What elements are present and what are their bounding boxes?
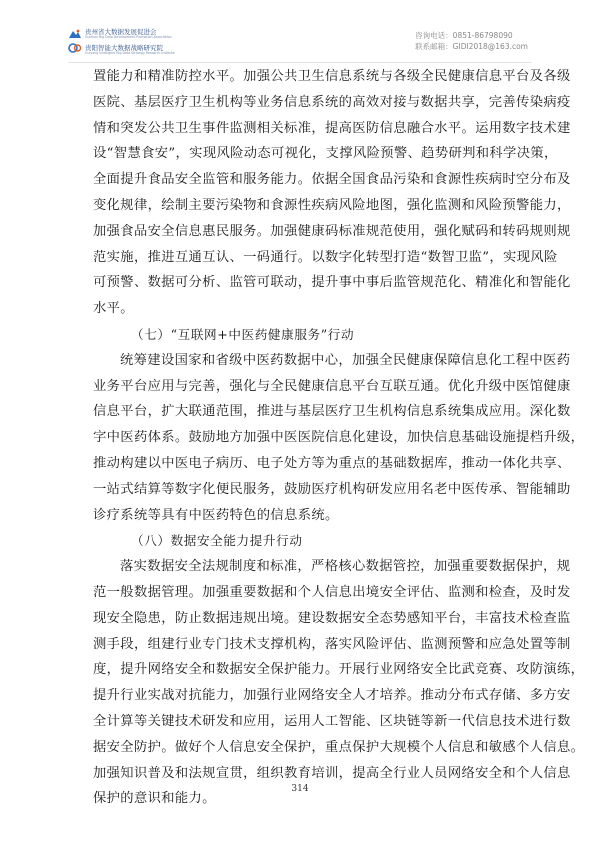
paragraph-line: 统筹建设国家和省级中医药数据中心，加强全民健康保障信息化工程中医药 <box>120 352 571 368</box>
institute-logo-icon <box>68 42 82 54</box>
paragraph-line: 推动构建以中医电子病历、电子处方等为重点的基础数据库，推动一体化共享、 <box>93 455 571 471</box>
paragraph-line: 医院、基层医疗卫生机构等业务信息系统的高效对接与数据共享，完善传染病疫 <box>93 94 571 110</box>
paragraph-line: 提升行业实战对抗能力，加强行业网络安全人才培养。推动分布式存储、多方安 <box>93 688 571 704</box>
paragraph-line: 测手段，组建行业专门技术支撑机构，落实风险评估、监测预警和应急处置等制 <box>93 636 571 652</box>
paragraph-line: 诊疗系统等具有中医药特色的信息系统。 <box>93 507 339 523</box>
paragraph-line: 落实数据安全法规制度和标准，严格核心数据管控，加强重要数据保护，规 <box>120 559 571 575</box>
paragraph-line: 可预警、数据可分析、监管可联动，提升事中事后监管规范化、精准化和智能化 <box>93 275 571 291</box>
paragraph-line: 据安全防护。做好个人信息安全保护，重点保护大规模个人信息和敏感个人信息。 <box>93 739 585 755</box>
contact-email: 联系邮箱：GIDI2018@163.com <box>415 42 528 51</box>
paragraph-line: 业务平台应用与完善，强化与全民健康信息平台互联互通。优化升级中医馆健康 <box>93 378 571 394</box>
header-divider <box>68 62 532 63</box>
paragraph-line: 设“智慧食安”，实现风险动态可视化，支撑风险预警、趋势研判和科学决策， <box>93 146 558 162</box>
paragraph-line: 信息平台，扩大联通范围，推进与基层医疗卫生机构信息系统集成应用。深化数 <box>93 404 571 420</box>
paragraph-line: 加强知识普及和法规宣贯，组织教育培训，提高全行业人员网络安全和个人信息 <box>93 765 571 781</box>
paragraph-line: 水平。 <box>93 301 134 317</box>
association-name-en: Guizhou Big Data Development Promotion Association <box>85 35 172 39</box>
paragraph-line: 范实施，推进互通互认、一码通行。以数字化转型打造“数智卫监”，实现风险 <box>93 249 558 265</box>
paragraph-line: 情和突发公共卫生事件监测相关标准，提高医防信息融合水平。运用数字技术建 <box>93 120 571 136</box>
institute-name-en: Guiyang Intelligent Big Data Strategy Research Institute <box>85 51 175 55</box>
paragraph-line: 保护的意识和能力。 <box>93 791 216 807</box>
page-header <box>0 0 600 60</box>
paragraph-line: 字中医药体系。鼓励地方加强中医医院信息化建设，加快信息基础设施提档升级， <box>93 430 585 446</box>
page-number: 314 <box>291 784 309 794</box>
association-logo-icon <box>68 28 82 40</box>
paragraph-line: 度，提升网络安全和数据安全保护能力。开展行业网络安全比武竞赛、攻防演练， <box>93 662 585 678</box>
institute-name: 贵阳智能大数据战略研究院 <box>85 44 163 52</box>
contact-phone: 咨询电话：0851-86798090 <box>415 31 513 40</box>
paragraph-line: 变化规律，绘制主要污染物和食源性疾病风险地图，强化监测和风险预警能力， <box>93 197 571 213</box>
paragraph-line: 加强食品安全信息惠民服务。加强健康码标准规范使用，强化赋码和转码规则规 <box>93 223 571 239</box>
paragraph-line: 一站式结算等数字化便民服务，鼓励医疗机构研发应用名老中医传承、智能辅助 <box>93 481 571 497</box>
organization-logo <box>68 27 268 55</box>
section-heading: （七）“互联网+中医药健康服务”行动 <box>131 326 355 342</box>
paragraph-line: 全面提升食品安全监管和服务能力。依据全国食品污染和食源性疾病时空分布及 <box>93 172 571 188</box>
paragraph-line: 现安全隐患，防止数据违规出境。建设数据安全态势感知平台，丰富技术检查监 <box>93 610 571 626</box>
association-name: 贵州省大数据发展促进会 <box>85 28 157 36</box>
section-heading: （八）数据安全能力提升行动 <box>131 533 303 549</box>
document-body <box>93 64 585 812</box>
paragraph-line: 置能力和精准防控水平。加强公共卫生信息系统与各级全民健康信息平台及各级 <box>93 69 571 84</box>
paragraph-line: 范一般数据管理。加强重要数据和个人信息出境安全评估、监测和检查，及时发 <box>93 584 571 600</box>
contact-info <box>415 30 528 52</box>
paragraph-line: 全计算等关键技术研发和应用，运用人工智能、区块链等新一代信息技术进行数 <box>93 713 571 729</box>
